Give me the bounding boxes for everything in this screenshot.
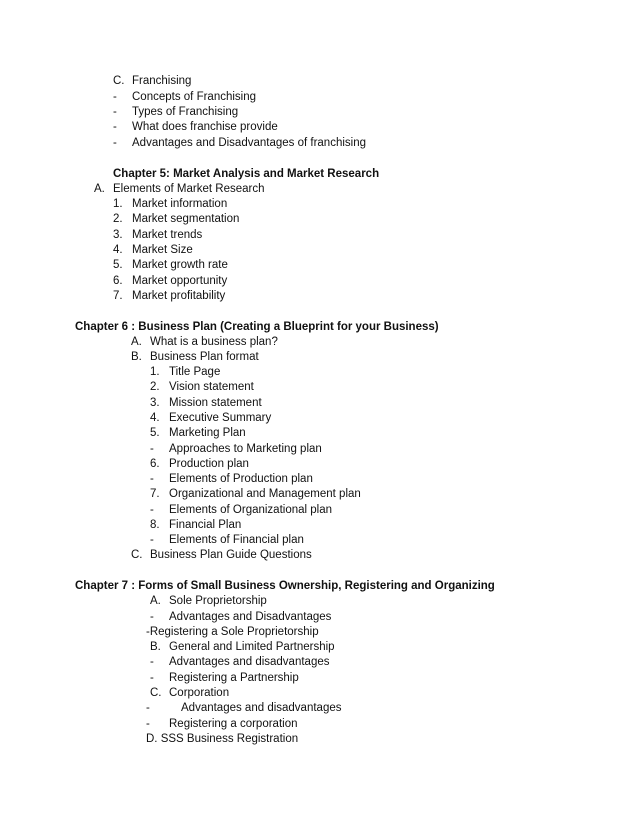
outline-item: D. SSS Business Registration (146, 733, 299, 745)
outline-subitem: Approaches to Marketing plan (169, 443, 322, 455)
list-marker: - (150, 473, 154, 485)
list-marker: - (150, 443, 154, 455)
outline-item: Sole Proprietorship (169, 595, 267, 607)
outline-numbered-item: Production plan (169, 458, 249, 470)
list-marker: - (113, 137, 117, 149)
list-marker: 3. (150, 397, 160, 409)
list-marker: C. (150, 687, 162, 699)
outline-numbered-item: Market trends (132, 229, 203, 241)
list-marker: 1. (113, 198, 123, 210)
list-marker: B. (131, 351, 142, 363)
outline-numbered-item: Marketing Plan (169, 427, 246, 439)
list-marker: 6. (113, 275, 123, 287)
list-marker: C. (131, 549, 143, 561)
list-marker: - (150, 611, 154, 623)
list-marker: C. (113, 75, 125, 87)
list-marker: B. (150, 641, 161, 653)
list-marker: A. (150, 595, 161, 607)
list-marker: - (146, 702, 150, 714)
list-marker: 3. (113, 229, 123, 241)
list-marker: 7. (150, 488, 160, 500)
outline-numbered-item: Executive Summary (169, 412, 272, 424)
list-marker: - (150, 504, 154, 516)
list-marker: 4. (150, 412, 160, 424)
list-marker: A. (94, 183, 105, 195)
outline-subitem: Registering a Partnership (169, 672, 299, 684)
list-marker: A. (131, 336, 142, 348)
outline-numbered-item: Title Page (169, 366, 221, 378)
list-marker: - (150, 534, 154, 546)
outline-subitem: Registering a corporation (169, 718, 298, 730)
outline-item: General and Limited Partnership (169, 641, 335, 653)
outline-subitem: Advantages and Disadvantages of franchising (132, 137, 366, 149)
list-marker: 5. (113, 259, 123, 271)
list-marker: 1. (150, 366, 160, 378)
outline-subitem: Elements of Financial plan (169, 534, 304, 546)
outline-numbered-item: Market opportunity (132, 275, 228, 287)
list-marker: - (150, 672, 154, 684)
list-marker: - (146, 718, 150, 730)
outline-subitem: Advantages and Disadvantages (169, 611, 332, 623)
list-marker: 5. (150, 427, 160, 439)
outline-subitem: -Registering a Sole Proprietorship (146, 626, 319, 638)
list-marker: - (113, 121, 117, 133)
outline-subitem: Types of Franchising (132, 106, 239, 118)
list-marker: 2. (150, 381, 160, 393)
list-marker: 2. (113, 213, 123, 225)
outline-numbered-item: Financial Plan (169, 519, 242, 531)
outline-subitem: What does franchise provide (132, 121, 278, 133)
outline-numbered-item: Market profitability (132, 290, 226, 302)
list-marker: 8. (150, 519, 160, 531)
outline-numbered-item: Market growth rate (132, 259, 228, 271)
outline-item: Corporation (169, 687, 230, 699)
chapter-6-heading: Chapter 6 : Business Plan (Creating a Blueprint for your Business) (75, 321, 439, 333)
outline-item: Elements of Market Research (113, 183, 265, 195)
outline-numbered-item: Market Size (132, 244, 193, 256)
outline-item: Business Plan Guide Questions (150, 549, 312, 561)
chapter-5-heading: Chapter 5: Market Analysis and Market Research (113, 168, 380, 180)
list-marker: 7. (113, 290, 123, 302)
chapter-7-heading: Chapter 7 : Forms of Small Business Ownership, Registering and Organizing (75, 580, 495, 592)
outline-numbered-item: Market segmentation (132, 213, 240, 225)
outline-item-c-franchising: Franchising (132, 75, 192, 87)
list-marker: - (113, 106, 117, 118)
list-marker: 4. (113, 244, 123, 256)
outline-subitem: Concepts of Franchising (132, 91, 257, 103)
outline-numbered-item: Mission statement (169, 397, 262, 409)
outline-subitem: Advantages and disadvantages (181, 702, 342, 714)
outline-item: Business Plan format (150, 351, 259, 363)
outline-subitem: Advantages and disadvantages (169, 656, 330, 668)
outline-item: What is a business plan? (150, 336, 278, 348)
outline-numbered-item: Vision statement (169, 381, 254, 393)
list-marker: - (150, 656, 154, 668)
list-marker: - (113, 91, 117, 103)
outline-numbered-item: Market information (132, 198, 228, 210)
outline-subitem: Elements of Organizational plan (169, 504, 333, 516)
list-marker: 6. (150, 458, 160, 470)
outline-numbered-item: Organizational and Management plan (169, 488, 361, 500)
outline-subitem: Elements of Production plan (169, 473, 313, 485)
